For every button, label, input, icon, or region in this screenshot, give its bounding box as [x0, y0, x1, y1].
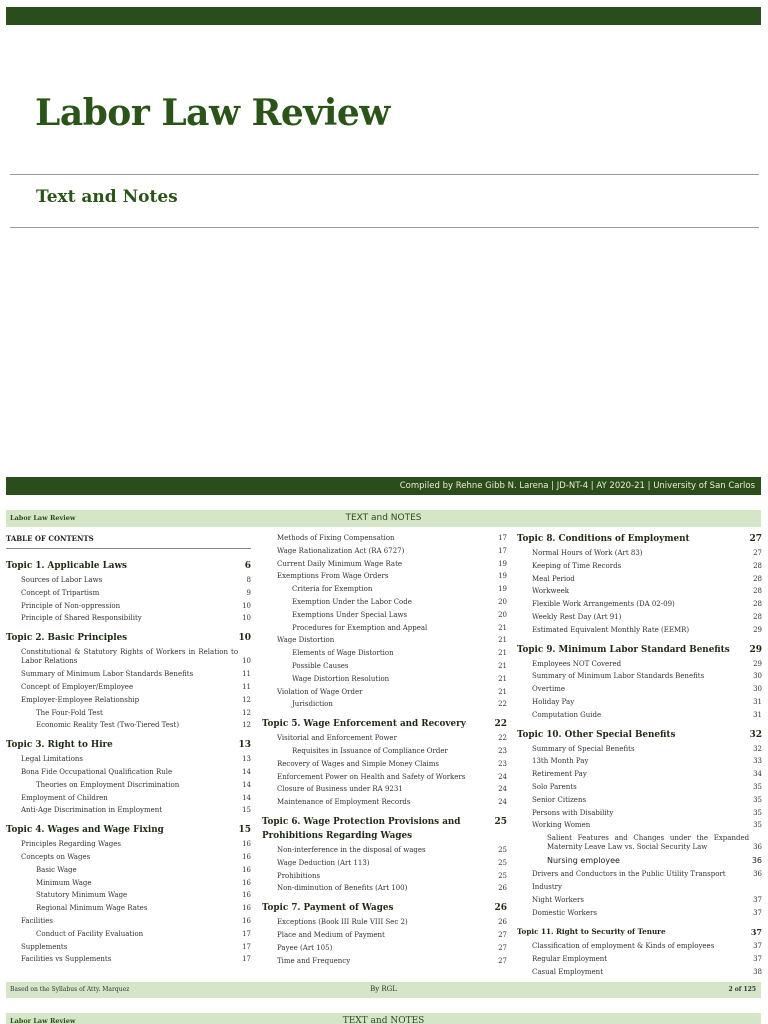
toc-entry[interactable] — [262, 942, 507, 955]
toc-entry-label: Domestic Workers — [532, 908, 597, 917]
page-header — [6, 510, 761, 527]
toc-entry-page: 19 — [498, 559, 507, 568]
toc-entry-label: Wage Distortion — [277, 636, 335, 645]
toc-entry-label: Topic 4. Wages and Wage Fixing — [6, 825, 164, 836]
toc-entry-label: Procedures for Exemption and Appeal — [292, 623, 428, 632]
toc-entry[interactable] — [517, 832, 762, 854]
page-footer — [6, 982, 761, 998]
toc-entry-label: Exemptions Under Special Laws — [292, 610, 408, 619]
toc-entry-label: Employees NOT Covered — [532, 659, 622, 668]
toc-entry-page: 37 — [753, 908, 762, 917]
toc-entry-label: Legal Limitations — [21, 755, 84, 764]
toc-entry-page: 27 — [498, 943, 507, 952]
toc-entry-page: 16 — [242, 840, 251, 849]
toc-entry-page: 27 — [498, 956, 507, 965]
toc-entry[interactable] — [6, 902, 251, 915]
toc-entry-page: 16 — [242, 878, 251, 887]
toc-entry[interactable] — [6, 600, 251, 613]
toc-entry-page: 28 — [753, 561, 762, 570]
toc-entry-page: 15 — [242, 806, 251, 815]
toc-title: TABLE OF CONTENTS — [6, 534, 94, 543]
toc-entry-page: 32 — [749, 729, 762, 740]
toc-topic-heading[interactable] — [517, 728, 762, 742]
toc-entry[interactable] — [262, 532, 507, 545]
toc-entry[interactable] — [6, 574, 251, 587]
toc-entry-label: Minimum Wage — [36, 878, 92, 887]
toc-entry-page: 22 — [498, 734, 507, 743]
toc-entry-label: Basic Wage — [36, 865, 77, 874]
toc-entry-label: Anti-Age Discrimination in Employment — [21, 806, 163, 815]
toc-entry[interactable] — [517, 819, 762, 832]
toc-entry[interactable] — [262, 916, 507, 929]
toc-entry-page: 30 — [753, 685, 762, 694]
toc-entry-label: Statutory Minimum Wage — [36, 891, 128, 900]
toc-topic-heading[interactable] — [517, 532, 762, 546]
toc-entry[interactable] — [262, 686, 507, 699]
toc-entry-page: 10 — [242, 614, 251, 623]
toc-entry-label: Holiday Pay — [532, 697, 575, 706]
toc-entry[interactable] — [517, 598, 762, 611]
toc-entry-page: 26 — [494, 903, 507, 914]
toc-entry-label: Topic 6. Wage Protection Provisions and Prohibitions Regarding Wages — [262, 816, 461, 841]
toc-entry-page: 30 — [753, 672, 762, 681]
toc-entry[interactable] — [262, 698, 507, 711]
toc-entry-label: Topic 11. Right to Security of Tenure — [517, 927, 666, 937]
toc-entry-label: Non-diminution of Benefits (Art 100) — [277, 884, 408, 893]
toc-entry-page: 36 — [751, 856, 762, 866]
toc-entry[interactable] — [6, 877, 251, 890]
toc-entry-label: Topic 9. Minimum Labor Standard Benefits — [517, 644, 730, 655]
toc-entry-label: Economic Reality Test (Two-Tiered Test) — [36, 721, 180, 730]
toc-entry[interactable] — [517, 683, 762, 696]
toc-entry-page: 35 — [753, 795, 762, 804]
toc-entry-label: Visitorial and Enforcement Power — [277, 734, 397, 743]
toc-entry[interactable] — [262, 882, 507, 895]
toc-entry-label: Drivers and Conductors in the Public Utility Transport Industry — [532, 870, 726, 891]
toc-entry-label: Classification of employment & Kinds of employees — [532, 942, 715, 951]
toc-column-2 — [262, 532, 507, 967]
toc-entry-label: Wage Deduction (Art 113) — [277, 858, 370, 867]
toc-entry[interactable] — [6, 719, 251, 732]
toc-entry-label: Violation of Wage Order — [277, 687, 363, 696]
toc-entry[interactable] — [517, 854, 762, 868]
toc-entry-label: Night Workers — [532, 895, 584, 904]
toc-entry[interactable] — [6, 694, 251, 707]
toc-topic-heading[interactable] — [6, 559, 251, 573]
toc-entry-page: 21 — [498, 636, 507, 645]
toc-entry-label: Payee (Art 105) — [277, 943, 333, 952]
toc-entry-label: Methods of Fixing Compensation — [277, 534, 395, 542]
toc-entry[interactable] — [262, 844, 507, 857]
toc-entry-page: 20 — [498, 597, 507, 606]
toc-entry-page: 12 — [242, 708, 251, 717]
toc-entry[interactable] — [517, 624, 762, 637]
toc-entry-label: Summary of Minimum Labor Standards Benefits — [532, 672, 705, 681]
toc-entry[interactable] — [262, 583, 507, 596]
toc-entry-label: Working Women — [532, 821, 591, 830]
toc-entry[interactable] — [262, 596, 507, 609]
toc-entry[interactable] — [517, 794, 762, 807]
toc-entry-page: 34 — [753, 770, 762, 779]
toc-entry-page: 11 — [242, 670, 251, 679]
page-number: 2 of 125 — [728, 986, 756, 993]
toc-entry-label: Principle of Non-oppression — [21, 601, 121, 610]
toc-topic-heading[interactable] — [6, 823, 251, 837]
toc-entry[interactable] — [517, 547, 762, 560]
toc-entry[interactable] — [6, 779, 251, 792]
toc-entry-label: Topic 1. Applicable Laws — [6, 561, 127, 571]
toc-entry[interactable] — [262, 647, 507, 660]
toc-entry-label: Facilities — [21, 916, 53, 925]
toc-entry-page: 21 — [498, 649, 507, 658]
toc-entry-page: 17 — [242, 955, 251, 964]
toc-entry-page: 31 — [753, 710, 762, 719]
toc-entry-page: 26 — [498, 884, 507, 893]
toc-entry-label: Casual Employment — [532, 967, 604, 976]
cover-footer-credits: Compiled by Rehne Gibb N. Larena | JD-NT-4 | AY 2020-21 | University of San Carlos — [6, 477, 761, 495]
toc-entry-label: Weekly Rest Day (Art 91) — [532, 612, 622, 621]
toc-entry[interactable] — [517, 868, 762, 894]
toc-entry-label: Keeping of Time Records — [532, 561, 622, 570]
toc-entry[interactable] — [517, 768, 762, 781]
toc-entry-page: 22 — [498, 700, 507, 709]
toc-entry-page: 10 — [242, 601, 251, 610]
toc-entry-page: 37 — [750, 927, 762, 938]
toc-topic-heading[interactable] — [517, 925, 762, 939]
toc-entry-label: Current Daily Minimum Wage Rate — [277, 559, 403, 568]
toc-entry-page: 19 — [498, 585, 507, 594]
toc-entry[interactable] — [6, 941, 251, 954]
toc-entry-label: Salient Features and Changes under the Expanded Maternity Leave Law vs. Social Security Law — [547, 834, 750, 852]
toc-entry[interactable] — [6, 681, 251, 694]
toc-topic-heading[interactable] — [262, 901, 507, 915]
toc-entry-label: Overtime — [532, 685, 566, 694]
toc-entry-label: Sources of Labor Laws — [21, 576, 103, 584]
toc-entry[interactable] — [262, 732, 507, 745]
toc-entry[interactable] — [517, 940, 762, 953]
toc-entry-page: 28 — [753, 587, 762, 596]
toc-entry[interactable] — [6, 804, 251, 817]
toc-entry[interactable] — [517, 696, 762, 709]
toc-entry-page: 20 — [498, 610, 507, 619]
toc-entry-label: Conduct of Facility Evaluation — [36, 929, 144, 938]
toc-entry[interactable] — [262, 783, 507, 796]
toc-entry-page: 17 — [242, 929, 251, 938]
toc-entry-page: 37 — [753, 942, 762, 951]
toc-entry-label: Enforcement Power on Health and Safety of Workers — [277, 772, 466, 781]
subtitle-divider — [10, 227, 759, 228]
toc-entry-page: 25 — [494, 816, 507, 827]
toc-entry-page: 15 — [238, 825, 251, 836]
toc-entry-label: Exemptions From Wage Orders — [277, 572, 389, 581]
toc-entry-page: 27 — [498, 930, 507, 939]
page-footer-left: Based on the Syllabus of Atty. Marquez — [10, 986, 130, 993]
toc-entry[interactable] — [517, 907, 762, 920]
toc-entry[interactable] — [6, 838, 251, 851]
toc-entry-label: Meal Period — [532, 574, 575, 583]
toc-entry[interactable] — [6, 646, 251, 668]
toc-entry[interactable] — [262, 870, 507, 883]
toc-entry-label: Regular Employment — [532, 955, 608, 964]
toc-entry-label: Employment of Children — [21, 793, 108, 802]
toc-entry[interactable] — [262, 929, 507, 942]
toc-entry-page: 12 — [242, 695, 251, 704]
toc-entry-page: 23 — [498, 746, 507, 755]
toc-entry-page: 24 — [498, 785, 507, 794]
toc-entry-page: 16 — [242, 904, 251, 913]
toc-entry-page: 10 — [238, 633, 251, 644]
toc-entry-label: Workweek — [532, 587, 570, 596]
toc-entry-label: Estimated Equivalent Monthly Rate (EEMR) — [532, 625, 690, 634]
toc-entry[interactable] — [262, 857, 507, 870]
toc-entry-page: 17 — [242, 942, 251, 951]
toc-entry-page: 26 — [498, 918, 507, 927]
toc-entry-page: 12 — [242, 721, 251, 730]
toc-entry-page: 28 — [753, 600, 762, 609]
toc-entry-label: Requisites in Issuance of Compliance Order — [292, 746, 448, 755]
toc-entry-page: 9 — [246, 588, 251, 597]
cover-top-bar — [6, 7, 761, 25]
toc-entry-label: Topic 10. Other Special Benefits — [517, 729, 676, 740]
toc-entry[interactable] — [6, 753, 251, 766]
toc-topic-heading[interactable] — [6, 631, 251, 645]
toc-entry[interactable] — [517, 953, 762, 966]
toc-entry[interactable] — [517, 743, 762, 756]
toc-entry[interactable] — [6, 587, 251, 600]
toc-topic-heading[interactable] — [6, 738, 251, 752]
toc-column-3 — [517, 532, 762, 979]
page-header-center: TEXT and NOTES — [345, 513, 422, 523]
toc-entry-page: 6 — [244, 561, 251, 571]
toc-entry[interactable] — [517, 670, 762, 683]
page-header-left: Labor Law Review — [10, 514, 76, 522]
toc-entry-label: Exceptions (Book III Rule VIII Sec 2) — [277, 918, 408, 927]
document-subtitle: Text and Notes — [36, 187, 178, 207]
toc-entry-page: 21 — [498, 623, 507, 632]
toc-entry-label: Jurisdiction — [292, 700, 333, 709]
toc-entry-label: Theories on Employment Discrimination — [36, 780, 180, 789]
toc-entry[interactable] — [262, 634, 507, 647]
toc-topic-heading[interactable] — [262, 815, 507, 843]
toc-entry-page: 27 — [749, 534, 762, 544]
toc-entry[interactable] — [517, 966, 762, 979]
toc-entry-page: 24 — [498, 772, 507, 781]
toc-entry-page: 16 — [242, 852, 251, 861]
toc-entry[interactable] — [517, 755, 762, 768]
toc-entry-page: 22 — [494, 719, 507, 730]
toc-entry-page: 28 — [753, 612, 762, 621]
toc-entry[interactable] — [6, 953, 251, 966]
toc-entry-page: 31 — [753, 697, 762, 706]
page-footer-center: By RGL — [370, 985, 397, 993]
toc-entry-label: Normal Hours of Work (Art 83) — [532, 549, 643, 557]
toc-entry[interactable] — [517, 807, 762, 820]
toc-entry-page: 16 — [242, 916, 251, 925]
toc-entry-label: Principles Regarding Wages — [21, 840, 121, 849]
toc-entry[interactable] — [517, 573, 762, 586]
toc-entry-label: Concept of Tripartism — [21, 588, 100, 597]
toc-entry[interactable] — [262, 622, 507, 635]
toc-entry-page: 27 — [753, 549, 762, 557]
toc-entry-page: 29 — [753, 625, 762, 634]
toc-entry-page: 8 — [246, 576, 251, 584]
title-divider — [10, 174, 759, 175]
toc-entry-page: 35 — [753, 782, 762, 791]
toc-entry-page: 37 — [753, 895, 762, 904]
toc-entry[interactable] — [517, 709, 762, 722]
toc-entry[interactable] — [517, 585, 762, 598]
toc-entry-page: 24 — [498, 798, 507, 807]
toc-entry-page: 25 — [498, 871, 507, 880]
toc-entry[interactable] — [6, 612, 251, 625]
toc-entry-label: Regional Minimum Wage Rates — [36, 904, 148, 913]
toc-entry-label: Bona Fide Occupational Qualification Rule — [21, 767, 173, 776]
toc-entry-page: 29 — [749, 644, 762, 655]
toc-entry-label: Principle of Shared Responsibility — [21, 614, 142, 623]
toc-entry-page: 21 — [498, 661, 507, 670]
toc-entry[interactable] — [262, 758, 507, 771]
toc-entry-label: Concepts on Wages — [21, 852, 91, 861]
toc-entry[interactable] — [517, 611, 762, 624]
toc-entry[interactable] — [6, 928, 251, 941]
next-page-header-left: Labor Law Review — [10, 1017, 76, 1024]
toc-topic-heading[interactable] — [262, 717, 507, 731]
toc-entry[interactable] — [262, 609, 507, 622]
toc-entry-page: 10 — [242, 657, 251, 666]
toc-entry[interactable] — [6, 668, 251, 681]
toc-entry-label: Supplements — [21, 942, 68, 951]
toc-entry[interactable] — [262, 545, 507, 558]
toc-entry-label: Topic 8. Conditions of Employment — [517, 534, 690, 544]
toc-entry[interactable] — [517, 658, 762, 671]
toc-entry-label: Elements of Wage Distortion — [292, 649, 394, 658]
toc-entry[interactable] — [517, 560, 762, 573]
toc-entry-label: Topic 2. Basic Principles — [6, 633, 128, 644]
toc-entry[interactable] — [6, 851, 251, 864]
toc-entry-label: Prohibitions — [277, 871, 321, 880]
toc-entry-label: Summary of Minimum Labor Standards Benefits — [21, 670, 194, 679]
toc-entry-page: 16 — [242, 891, 251, 900]
toc-entry[interactable] — [262, 660, 507, 673]
toc-entry-page: 13 — [242, 755, 251, 764]
toc-entry-page: 36 — [753, 870, 762, 879]
toc-entry-page: 38 — [753, 967, 762, 976]
toc-entry[interactable] — [262, 570, 507, 583]
toc-entry[interactable] — [517, 781, 762, 794]
toc-entry-label: The Four-Fold Test — [36, 708, 103, 717]
toc-entry-page: 23 — [498, 759, 507, 768]
toc-entry-page: 25 — [498, 845, 507, 854]
toc-entry-label: Wage Distortion Resolution — [292, 674, 390, 683]
toc-entry-label: Computation Guide — [532, 710, 602, 719]
toc-entry[interactable] — [262, 771, 507, 784]
toc-entry-label: Retirement Pay — [532, 770, 587, 779]
toc-entry-label: 13th Month Pay — [532, 757, 589, 766]
toc-entry-label: Senior Citizens — [532, 795, 587, 804]
toc-entry-page: 35 — [753, 821, 762, 830]
toc-entry-page: 32 — [753, 744, 762, 753]
toc-entry-page: 21 — [498, 687, 507, 696]
toc-entry-page: 14 — [242, 793, 251, 802]
toc-entry-page: 17 — [498, 546, 507, 555]
toc-entry-label: Exemption Under the Labor Code — [292, 597, 412, 606]
toc-entry-label: Wage Rationalization Act (RA 6727) — [277, 546, 405, 555]
toc-entry-label: Constitutional & Statutory Rights of Workers in Relation to Labor Relations — [21, 648, 239, 666]
toc-entry[interactable] — [517, 894, 762, 907]
toc-entry[interactable] — [262, 673, 507, 686]
toc-column-1 — [6, 532, 251, 966]
toc-entry-page: 25 — [498, 858, 507, 867]
toc-entry-label: Employer-Employee Relationship — [21, 695, 140, 704]
toc-entry[interactable] — [262, 558, 507, 571]
toc-entry-label: Time and Frequency — [277, 956, 351, 965]
toc-entry-label: Recovery of Wages and Simple Money Claims — [277, 759, 439, 768]
toc-entry-page: 28 — [753, 574, 762, 583]
toc-entry-label: Summary of Special Benefits — [532, 744, 635, 753]
toc-entry[interactable] — [6, 915, 251, 928]
toc-entry-label: Topic 3. Right to Hire — [6, 740, 113, 751]
toc-entry-page: 14 — [242, 767, 251, 776]
toc-entry-label: Maintenance of Employment Records — [277, 798, 411, 807]
toc-entry-label: Criteria for Exemption — [292, 585, 373, 594]
toc-entry-page: 17 — [498, 534, 507, 542]
toc-entry[interactable] — [6, 889, 251, 902]
document-title: Labor Law Review — [35, 92, 390, 134]
toc-entry-page: 11 — [242, 682, 251, 691]
toc-title-rule — [6, 548, 251, 549]
toc-entry-label: Flexible Work Arrangements (DA 02-09) — [532, 600, 675, 609]
toc-entry-page: 37 — [753, 955, 762, 964]
toc-entry-page: 33 — [753, 757, 762, 766]
toc-entry-page: 21 — [498, 674, 507, 683]
toc-entry-page: 16 — [242, 865, 251, 874]
toc-entry-page: 35 — [753, 808, 762, 817]
toc-entry-label: Possible Causes — [292, 661, 349, 670]
toc-entry[interactable] — [6, 792, 251, 805]
toc-entry[interactable] — [6, 766, 251, 779]
toc-entry[interactable] — [6, 864, 251, 877]
toc-entry-label: Concept of Employer/Employee — [21, 682, 134, 691]
toc-entry-label: Topic 5. Wage Enforcement and Recovery — [262, 719, 466, 730]
toc-entry-label: Closure of Business under RA 9231 — [277, 785, 403, 794]
toc-entry[interactable] — [262, 955, 507, 968]
toc-entry[interactable] — [262, 745, 507, 758]
toc-entry-page: 14 — [242, 780, 251, 789]
toc-entry-label: Solo Parents — [532, 782, 577, 791]
toc-entry[interactable] — [6, 707, 251, 720]
next-page-header — [6, 1013, 761, 1024]
toc-entry-label: Facilities vs Supplements — [21, 955, 112, 964]
toc-entry-label: Non-interference in the disposal of wages — [277, 845, 426, 854]
toc-entry-page: 13 — [238, 740, 251, 751]
toc-entry-page: 29 — [753, 659, 762, 668]
toc-entry-label: Place and Medium of Payment — [277, 930, 385, 939]
toc-entry-page: 19 — [498, 572, 507, 581]
toc-entry-label: Nursing employee — [547, 856, 620, 866]
toc-entry-label: Persons with Disability — [532, 808, 614, 817]
toc-entry-label: Topic 7. Payment of Wages — [262, 903, 394, 914]
toc-entry-page: 36 — [753, 843, 762, 852]
toc-entry[interactable] — [262, 796, 507, 809]
toc-topic-heading[interactable] — [517, 643, 762, 657]
next-page-header-center: TEXT and NOTES — [342, 1016, 425, 1024]
